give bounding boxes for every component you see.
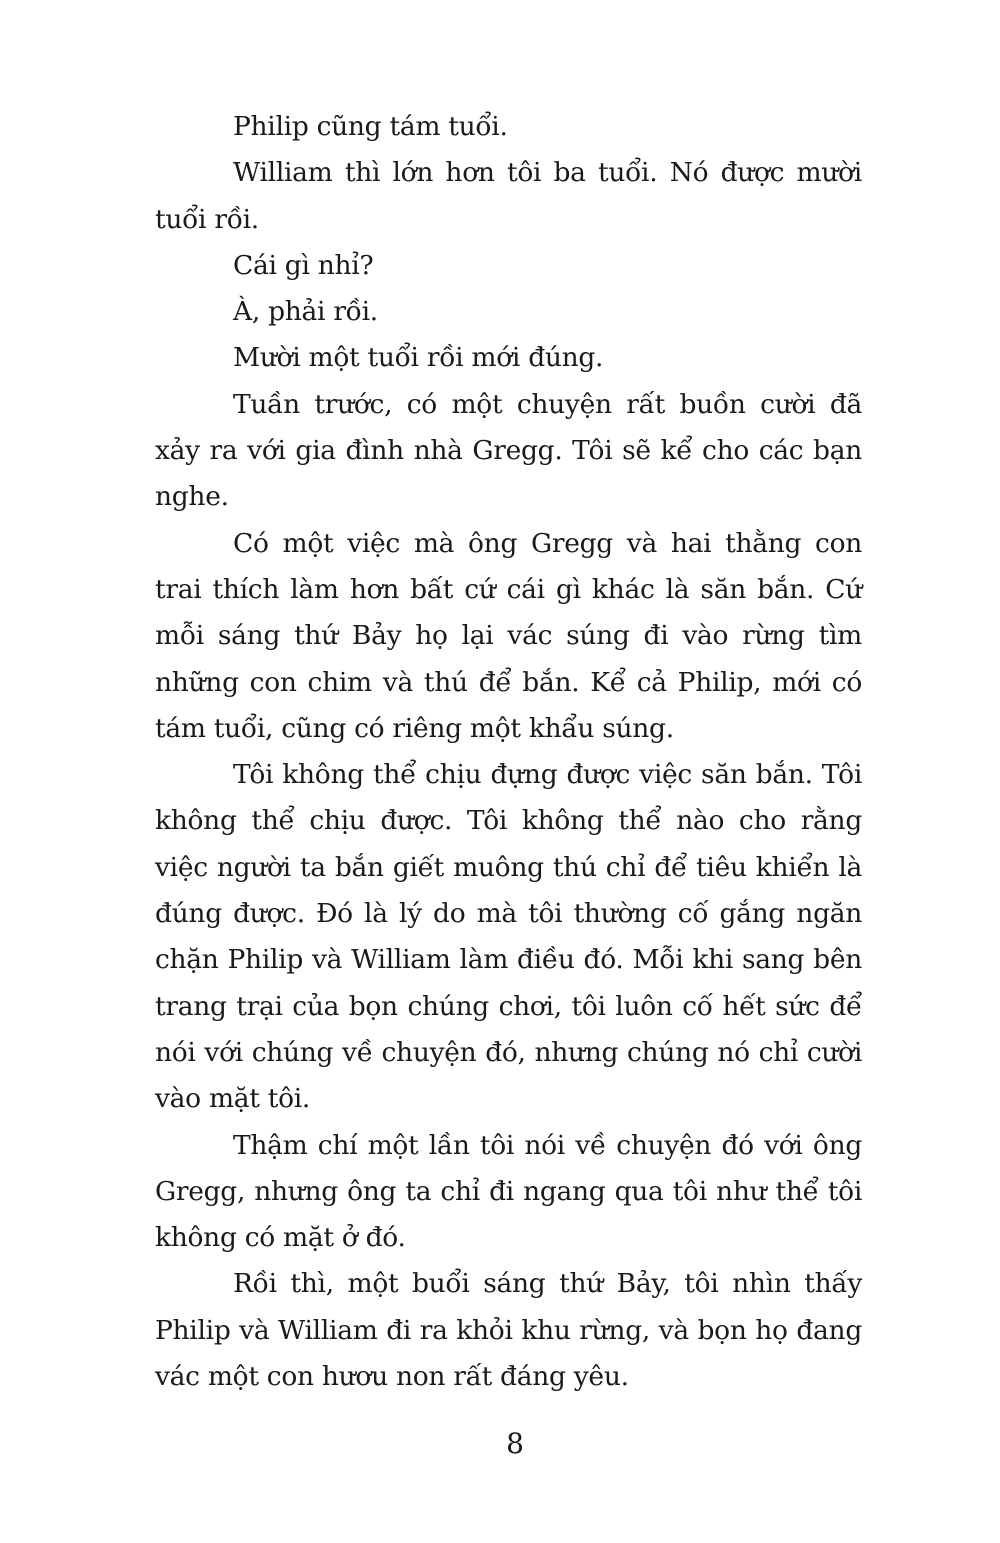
paragraph: William thì lớn hơn tôi ba tuổi. Nó được mười tuổi rồi. [155,157,862,235]
paragraph: Thậm chí một lần tôi nói về chuyện đó với ông Gregg, nhưng ông ta chỉ đi ngang qua tôi như thể tôi không có mặt ở đó. [155,1129,862,1254]
page-body [155,104,862,1400]
paragraph: Mười một tuổi rồi mới đúng. [233,342,604,374]
paragraph: Philip cũng tám tuổi. [233,111,508,142]
paragraph: Có một việc mà ông Gregg và hai thằng con trai thích làm hơn bất cứ cái gì khác là săn bắn. Cứ mỗi sáng thứ Bảy họ lại vác súng đi vào rừng tìm những con chim và thú để bắn. Kể cả Philip, mới có tám tuổi, cũng có riêng một khẩu súng. [155,527,862,744]
page-number: 8 [506,1427,524,1460]
paragraph: Tuần trước, có một chuyện rất buồn cười đã xảy ra với gia đình nhà Gregg. Tôi sẽ kể cho các bạn nghe. [155,388,862,513]
paragraph: Cái gì nhỉ? [233,249,374,281]
paragraph: Tôi không thể chịu đựng được việc săn bắn. Tôi không thể chịu được. Tôi không thể nào cho rằng việc người ta bắn giết muông thú chỉ để tiêu khiển là đúng được. Đó là lý do mà tôi thường cố gắng ngăn chặn Philip và William làm điều đó. Mỗi khi sang bên trang trại của bọn chúng chơi, tôi luôn cố hết sức để nói với chúng về chuyện đó, nhưng chúng nó chỉ cười vào mặt tôi. [155,759,862,1115]
paragraph: À, phải rồi. [233,296,378,328]
paragraph: Rồi thì, một buổi sáng thứ Bảy, tôi nhìn thấy Philip và William đi ra khỏi khu rừng, và bọn họ đang vác một con hươu non rất đáng yêu. [155,1268,862,1393]
